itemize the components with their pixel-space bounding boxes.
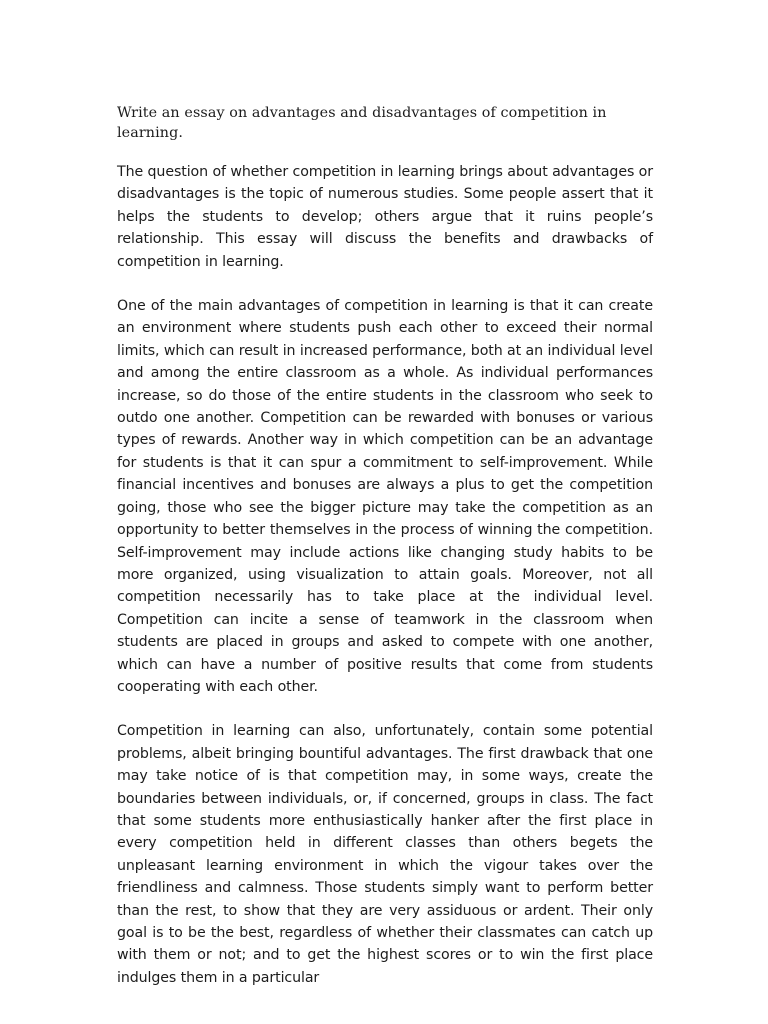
essay-prompt: Write an essay on advantages and disadvantages of competition in learning.	[117, 105, 607, 141]
essay-paragraph-advantages: One of the main advantages of competition in learning is that it can create an environment where students push each other to exceed their normal limits, which can result in increased performance, both at an individual level and among the entire classroom as a whole. As individual performances increase, so do those of the entire students in the classroom who seek to outdo one another. Competition can be rewarded with bonuses or various types of rewards. Another way in which competition can be an advantage for students is that it can spur a commitment to self-improvement. While financial incentives and bonuses are always a plus to get the competition going, those who see the bigger picture may take the competition as an opportunity to better themselves in the process of winning the competition. Self-improvement may include actions like changing study habits to be more organized, using visualization to attain goals. Moreover, not all competition necessarily has to take place at the individual level. Competition can incite a sense of teamwork in the classroom when students are placed in groups and asked to compete with one another, which can have a number of positive results that come from students cooperating with each other.	[117, 298, 653, 695]
essay-paragraph-intro: The question of whether competition in learning brings about advantages or disadvantages is the topic of numerous studies. Some people assert that it helps the students to develop; others argue that it ruins people’s relationship. This essay will discuss the benefits and drawbacks of competition in learning.	[117, 164, 653, 270]
essay-paragraph-disadvantages: Competition in learning can also, unfortunately, contain some potential problems, albeit bringing bountiful advantages. The first drawback that one may take notice of is that competition may, in some ways, create the boundaries between individuals, or, if concerned, groups in class. The fact that some students more enthusiastically hanker after the first place in every competition held in different classes than others begets the unpleasant learning environment in which the vigour takes over the friendliness and calmness. Those students simply want to perform better than the rest, to show that they are very assiduous or ardent. Their only goal is to be the best, regardless of whether their classmates can catch up with them or not; and to get the highest scores or to win the first place indulges them in a particular	[117, 723, 653, 986]
